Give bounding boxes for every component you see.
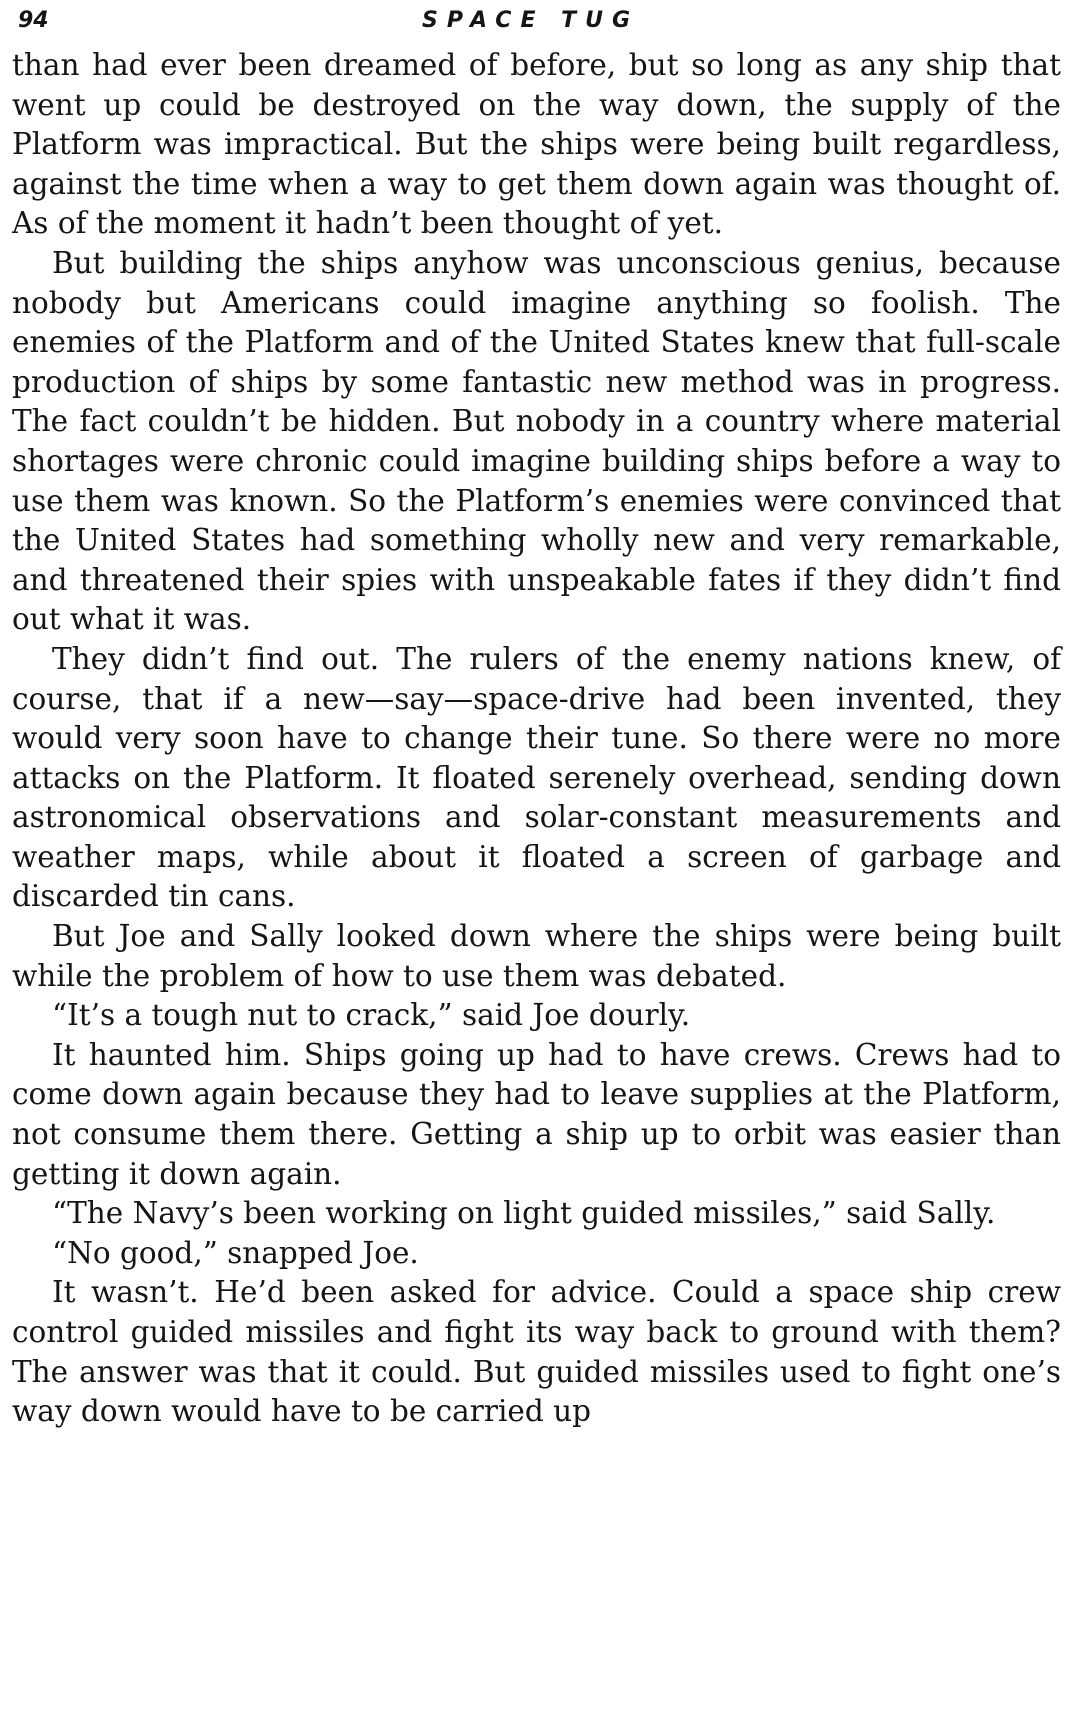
paragraph: But building the ships anyhow was unconscious genius, because nobody but Americans could imagine anything so foolish. The enemies of the Platform and of the United States knew that full-scale production of ships by some fantastic new method was in progress. The fact couldn’t be hidden. But nobody in a country where material shortages were chronic could imagine building ships before a way to use them was known. So the Platform’s enemies were convinced that the United States had something wholly new and very remarkable, and threatened their spies with unspeakable fates if they didn’t find out what it was. bbox=[12, 245, 1061, 637]
body-text bbox=[12, 46, 1061, 1432]
paragraph: “The Navy’s been working on light guided missiles,” said Sally. bbox=[52, 1196, 996, 1231]
running-head bbox=[12, 6, 1061, 46]
paragraph-continued: than had ever been dreamed of before, but so long as any ship that went up could be destroyed on the way down, the supply of the Platform was impractical. But the ships were being built regardless, against the time when a way to get them down again was thought of. As of the moment it hadn’t been thought of yet. bbox=[12, 48, 1061, 241]
paragraph: It haunted him. Ships going up had to have crews. Crews had to come down again because they had to leave supplies at the Platform, not consume them there. Getting a ship up to orbit was easier than getting it down again. bbox=[12, 1037, 1061, 1191]
paragraph: They didn’t find out. The rulers of the enemy nations knew, of course, that if a new—say—space-drive had been invented, they would very soon have to change their tune. So there were no more attacks on the Platform. It floated serenely overhead, sending down astronomical observations and solar-constant measurements and weather maps, while about it floated a screen of garbage and discarded tin cans. bbox=[12, 641, 1061, 914]
paragraph: It wasn’t. He’d been asked for advice. Could a space ship crew control guided missiles and fight its way back to ground with them? The answer was that it could. But guided missiles used to fight one’s way down would have to be carried up bbox=[12, 1275, 1061, 1429]
paragraph: “It’s a tough nut to crack,” said Joe dourly. bbox=[52, 998, 691, 1033]
page-number: 94 bbox=[18, 8, 49, 33]
running-title: SPACE TUG bbox=[422, 8, 640, 33]
paragraph: “No good,” snapped Joe. bbox=[52, 1235, 419, 1270]
paragraph: But Joe and Sally looked down where the ships were being built while the problem of how to use them was debated. bbox=[12, 919, 1061, 993]
